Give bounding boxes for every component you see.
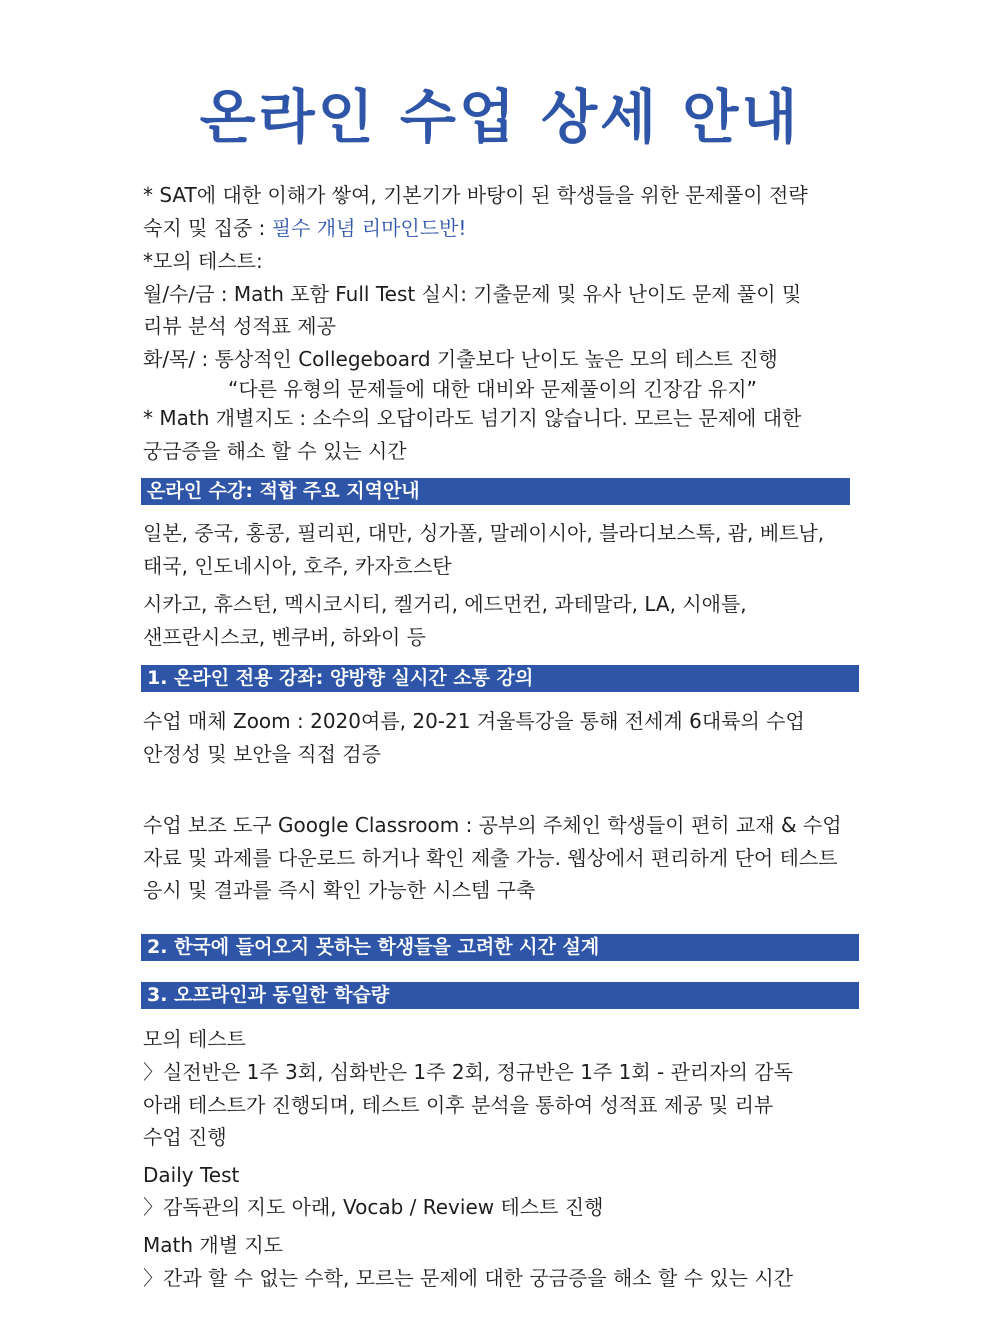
classroom-line: 자료 및 과제를 다운로드 하거나 확인 제출 가능. 웹상에서 편리하게 단어 테스트 [143,846,838,870]
mwf-line: 리뷰 분석 성적표 제공 [143,314,336,338]
quote-line: “다른 유형의 문제들에 대한 대비와 문제풀이의 긴장감 유지” [228,377,757,401]
region-line: 샌프란시스코, 벤쿠버, 하와이 등 [143,625,426,649]
classroom-line: 수업 보조 도구 Google Classroom : 공부의 주체인 학생들이 편히 교재 & 수업 [143,813,842,837]
section-bar-1: 1. 온라인 전용 강좌: 양방향 실시간 소통 강의 [141,665,859,692]
region-line: 시카고, 휴스턴, 멕시코시티, 켈거리, 에드먼컨, 과테말라, LA, 시애틀, [143,592,747,616]
math-line: 〉간과 할 수 없는 수학, 모르는 문제에 대한 궁금증을 해소 할 수 있는 시간 [143,1266,793,1290]
mock-test-heading: *모의 테스트: [143,249,263,273]
highlight-text: 필수 개념 리마인드반! [271,216,467,240]
mock-title: 모의 테스트 [143,1027,246,1051]
zoom-line: 안정성 및 보안을 직접 검증 [143,742,381,766]
math-line: * Math 개별지도 : 소수의 오답이라도 넘기지 않습니다. 모르는 문제에 대한 [143,406,802,430]
region-line: 일본, 중국, 홍콩, 필리핀, 대만, 싱가폴, 말레이시아, 블라디보스톡, 괌, 베트남, [143,521,825,545]
math-title: Math 개별 지도 [143,1233,284,1257]
section-bar-2: 2. 한국에 들어오지 못하는 학생들을 고려한 시간 설계 [141,934,859,961]
classroom-line: 응시 및 결과를 즉시 확인 가능한 시스템 구축 [143,878,536,902]
section-bar-3: 3. 오프라인과 동일한 학습량 [141,982,859,1009]
math-line: 궁금증을 해소 할 수 있는 시간 [143,439,407,463]
mock-line: 수업 진행 [143,1125,227,1149]
mock-line: 〉실전반은 1주 3회, 심화반은 1주 2회, 정규반은 1주 1회 - 관리자의 감독 [143,1060,793,1084]
daily-test-line: 〉감독관의 지도 아래, Vocab / Review 테스트 진행 [143,1195,604,1219]
daily-test-title: Daily Test [143,1163,240,1187]
mock-line: 아래 테스트가 진행되며, 테스트 이후 분석을 통하여 성적표 제공 및 리뷰 [143,1093,774,1117]
intro-line [143,215,466,241]
intro-text: 숙지 및 집중 : [143,216,272,240]
mwf-line: 월/수/금 : Math 포함 Full Test 실시: 기출문제 및 유사 난이도 문제 풀이 및 [143,282,802,306]
section-bar-regions: 온라인 수강: 적합 주요 지역안내 [141,478,850,505]
page-title: 온라인 수업 상세 안내 [199,83,801,151]
zoom-line: 수업 매체 Zoom : 2020여름, 20-21 겨울특강을 통해 전세계 6대륙의 수업 [143,709,805,733]
tue-thu-line: 화/목/ : 통상적인 Collegeboard 기출보다 난이도 높은 모의 테스트 진행 [143,347,778,371]
intro-line: * SAT에 대한 이해가 쌓여, 기본기가 바탕이 된 학생들을 위한 문제풀이 전략 [143,183,808,207]
region-line: 태국, 인도네시아, 호주, 카자흐스탄 [143,554,452,578]
